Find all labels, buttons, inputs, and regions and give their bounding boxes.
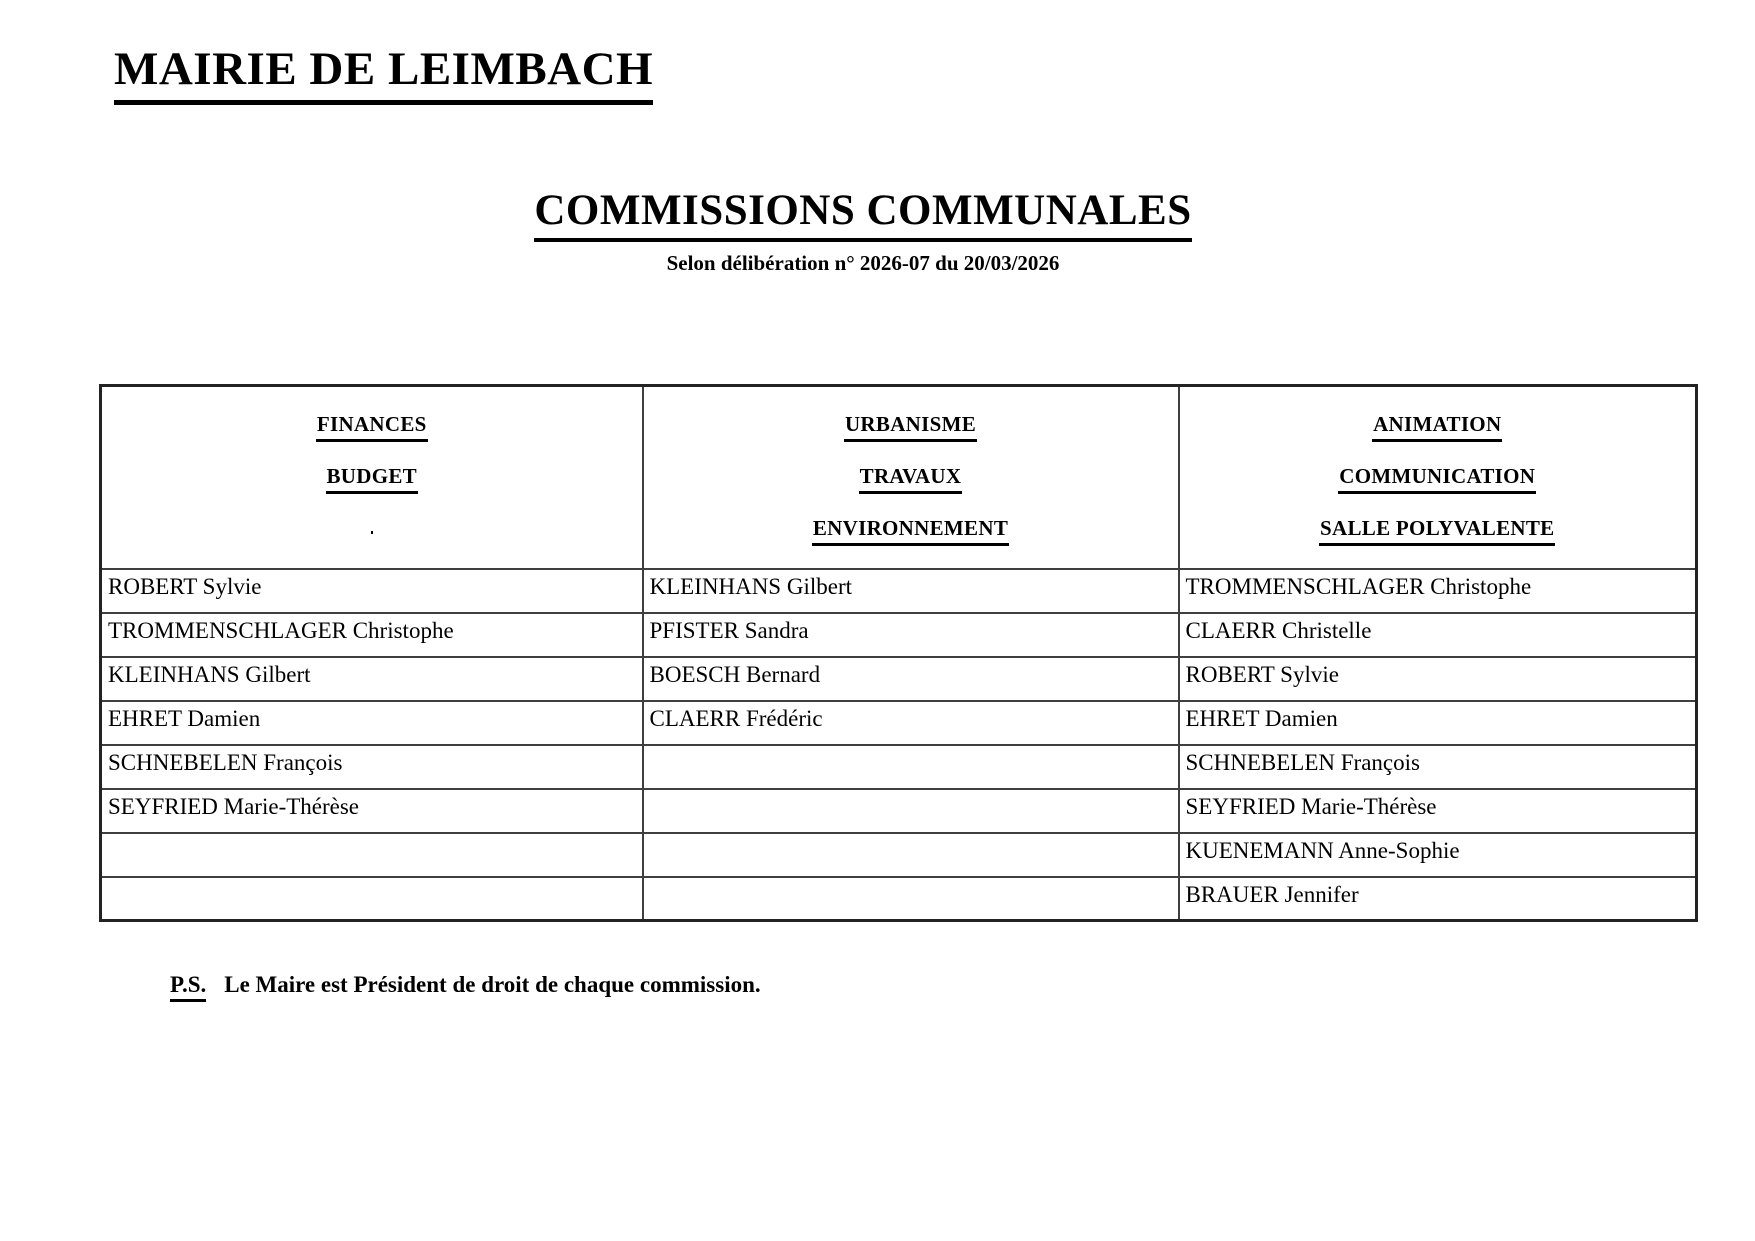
table-cell: KLEINHANS Gilbert [643,569,1179,613]
table-cell [101,877,643,921]
header-line [103,505,641,557]
table-row [101,833,1697,877]
footnote [170,972,761,1002]
table-row [101,745,1697,789]
header-line: SALLE POLYVALENTE [1181,505,1695,557]
table-cell: PFISTER Sandra [643,613,1179,657]
heading-block [0,186,1726,276]
table-cell: TROMMENSCHLAGER Christophe [101,613,643,657]
table-row [101,789,1697,833]
table-cell: KUENEMANN Anne-Sophie [1179,833,1697,877]
table-cell: KLEINHANS Gilbert [101,657,643,701]
table-cell: TROMMENSCHLAGER Christophe [1179,569,1697,613]
main-heading-text: COMMISSIONS COMMUNALES [534,186,1191,242]
commissions-table [99,384,1698,922]
page-title [114,42,653,105]
table-cell: CLAERR Christelle [1179,613,1697,657]
header-line: COMMUNICATION [1181,453,1695,505]
column-header-urbanisme-travaux-environnement [643,386,1179,569]
table-cell: CLAERR Frédéric [643,701,1179,745]
table-cell: SCHNEBELEN François [1179,745,1697,789]
table-row [101,569,1697,613]
header-line: URBANISME [645,401,1177,453]
table-cell: EHRET Damien [101,701,643,745]
table-header-row [101,386,1697,569]
table-cell: BRAUER Jennifer [1179,877,1697,921]
header-line: ENVIRONNEMENT [645,505,1177,557]
table-body [101,569,1697,921]
table-row [101,701,1697,745]
table-cell [643,833,1179,877]
header-line: ANIMATION [1181,401,1695,453]
table-cell: ROBERT Sylvie [101,569,643,613]
table-cell: BOESCH Bernard [643,657,1179,701]
page-title-text: MAIRIE DE LEIMBACH [114,42,653,105]
table-cell: SEYFRIED Marie-Thérèse [1179,789,1697,833]
table-cell [643,745,1179,789]
footnote-label: P.S. [170,972,206,1002]
column-header-finances-budget [101,386,643,569]
table-cell [643,789,1179,833]
main-heading [0,186,1726,242]
sub-heading: Selon délibération n° 2026-07 du 20/03/2026 [666,251,1060,275]
table-row [101,613,1697,657]
header-line: FINANCES [103,401,641,453]
table-row [101,657,1697,701]
header-line: TRAVAUX [645,453,1177,505]
table-row [101,877,1697,921]
table-cell: EHRET Damien [1179,701,1697,745]
table-cell: SCHNEBELEN François [101,745,643,789]
footnote-text: Le Maire est Président de droit de chaque commission. [224,972,761,997]
column-header-animation-communication-salle [1179,386,1697,569]
table-cell [101,833,643,877]
table-cell [643,877,1179,921]
header-line: BUDGET [103,453,641,505]
table-cell: SEYFRIED Marie-Thérèse [101,789,643,833]
table-cell: ROBERT Sylvie [1179,657,1697,701]
